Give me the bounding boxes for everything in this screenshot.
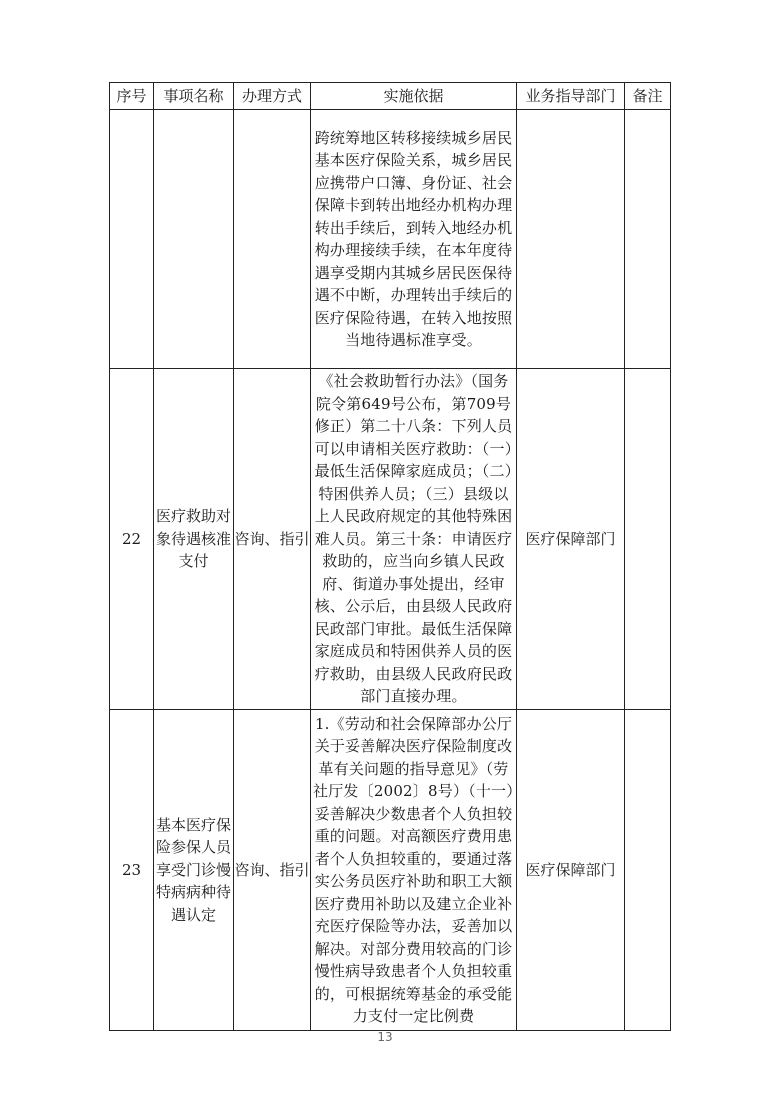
- cell-dept: 医疗保障部门: [517, 369, 625, 710]
- cell-dept: 医疗保障部门: [517, 710, 625, 1031]
- cell-basis: 1.《劳动和社会保障部办公厅关于妥善解决医疗保险制度改革有关问题的指导意见》（劳社厅发〔2002〕8号）（十一）妥善解决少数患者个人负担较重的问题。对高额医疗费用患者个人负担较重的，要通过落实公务员医疗补助和职工大额医疗费用补助以及建立企业补充医疗保险等办法，妥善加以解决。对部分费用较高的门诊慢性病导致患者个人负担较重的，可根据统筹基金的承受能力支付一定比例费: [311, 710, 517, 1031]
- cell-method: 咨询、指引: [234, 710, 311, 1031]
- cell-seq: 22: [110, 369, 154, 710]
- header-seq: 序号: [110, 83, 154, 110]
- cell-seq: [110, 110, 154, 369]
- cell-note: [625, 110, 671, 369]
- header-note: 备注: [625, 83, 671, 110]
- cell-basis: 《社会救助暂行办法》（国务院令第649号公布，第709号修正）第二十八条：下列人员可以申请相关医疗救助：（一）最低生活保障家庭成员；（二）特困供养人员；（三）县级以上人民政府规定的其他特殊困难人员。第三十条：申请医疗救助的，应当向乡镇人民政府、街道办事处提出，经审核、公示后，由县级人民政府民政部门审批。最低生活保障家庭成员和特困供养人员的医疗救助，由县级人民政府民政部门直接办理。: [311, 369, 517, 710]
- cell-item-name: 医疗救助对象待遇核准支付: [154, 369, 234, 710]
- cell-item-name: [154, 110, 234, 369]
- cell-method: [234, 110, 311, 369]
- table-row: [110, 710, 671, 1031]
- table-header-row: [110, 83, 671, 110]
- header-method: 办理方式: [234, 83, 311, 110]
- cell-method: 咨询、指引: [234, 369, 311, 710]
- cell-item-name: 基本医疗保险参保人员享受门诊慢特病病种待遇认定: [154, 710, 234, 1031]
- header-basis: 实施依据: [311, 83, 517, 110]
- services-table: [109, 82, 671, 1031]
- cell-basis: 跨统筹地区转移接续城乡居民基本医疗保险关系，城乡居民应携带户口簿、身份证、社会保障卡到转出地经办机构办理转出手续后，到转入地经办机构办理接续手续，在本年度待遇享受期内其城乡居民医保待遇不中断，办理转出手续后的医疗保险待遇，在转入地按照当地待遇标准享受。: [311, 110, 517, 369]
- table-row: [110, 110, 671, 369]
- table-row: [110, 369, 671, 710]
- cell-dept: [517, 110, 625, 369]
- page-number: 13: [377, 1030, 393, 1044]
- header-item-name: 事项名称: [154, 83, 234, 110]
- cell-note: [625, 710, 671, 1031]
- cell-seq: 23: [110, 710, 154, 1031]
- cell-note: [625, 369, 671, 710]
- header-dept: 业务指导部门: [517, 83, 625, 110]
